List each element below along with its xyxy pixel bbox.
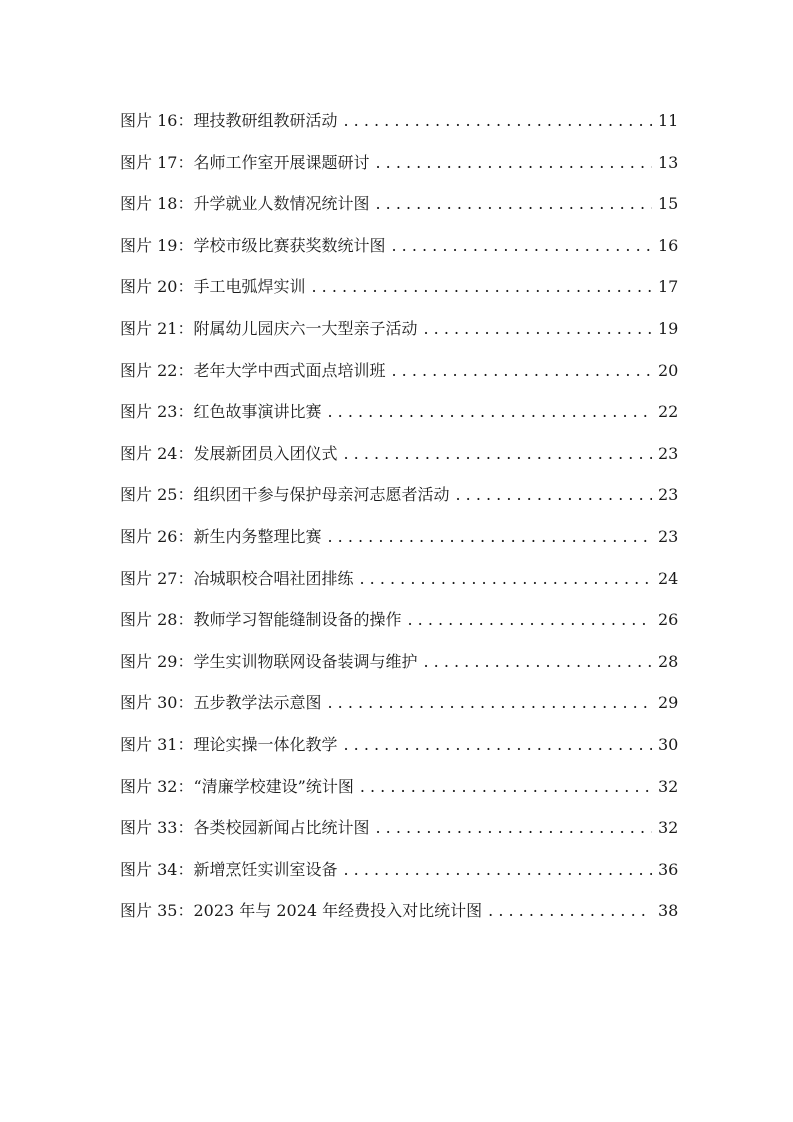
entry-title: 发展新团员入团仪式: [193, 443, 338, 463]
toc-entry[interactable]: [120, 350, 679, 392]
dot-leader: [455, 474, 652, 516]
entry-label: 图片 35：: [120, 901, 194, 921]
entry-title: 红色故事演讲比赛: [193, 402, 322, 422]
dot-leader: [327, 516, 652, 558]
entry-label: 图片 31：: [120, 734, 194, 754]
entry-label: 图片 18：: [120, 194, 194, 214]
entry-page-number: 38: [658, 901, 679, 921]
dot-leader: [407, 599, 652, 641]
entry-title: 新增烹饪实训室设备: [193, 859, 338, 879]
entry-title: 理技教研组教研活动: [193, 111, 338, 130]
entry-page-number: 20: [658, 360, 679, 380]
entry-page-number: 23: [658, 443, 679, 463]
dot-leader: [423, 641, 652, 683]
toc-entry[interactable]: [120, 724, 679, 766]
toc-entry[interactable]: [120, 641, 679, 683]
toc-entry[interactable]: [120, 890, 679, 932]
entry-page-number: 30: [658, 734, 679, 754]
entry-page-number: 36: [658, 859, 679, 879]
entry-title: 学生实训物联网设备装调与维护: [193, 651, 418, 671]
entry-label: 图片 20：: [120, 277, 194, 297]
entry-title: 2023 年与 2024 年经费投入对比统计图: [193, 901, 483, 921]
dot-leader: [343, 724, 652, 766]
entry-page-number: 23: [658, 526, 679, 546]
toc-entry[interactable]: [120, 682, 679, 724]
entry-label: 图片 27：: [120, 568, 194, 588]
toc-entry[interactable]: [120, 308, 679, 350]
entry-page-number: 26: [658, 610, 679, 630]
entry-label: 图片 29：: [120, 651, 194, 671]
figure-table-of-contents: [120, 100, 679, 932]
dot-leader: [488, 890, 652, 932]
toc-entry[interactable]: [120, 266, 679, 308]
entry-page-number: 17: [658, 277, 679, 297]
toc-entry[interactable]: [120, 474, 679, 516]
toc-entry[interactable]: [120, 142, 679, 184]
toc-entry[interactable]: [120, 766, 679, 808]
dot-leader: [359, 558, 652, 600]
entry-title: “清廉学校建设”统计图: [193, 776, 354, 796]
toc-entry[interactable]: [120, 225, 679, 267]
dot-leader: [391, 225, 652, 267]
dot-leader: [360, 766, 652, 808]
entry-title: 老年大学中西式面点培训班: [193, 360, 386, 380]
entry-title: 理论实操一体化教学: [193, 734, 338, 754]
entry-page-number: 22: [658, 402, 679, 422]
dot-leader: [375, 142, 652, 184]
entry-title: 教师学习智能缝制设备的操作: [193, 610, 402, 630]
entry-page-number: 24: [658, 568, 679, 588]
entry-page-number: 28: [658, 651, 679, 671]
entry-label: 图片 23：: [120, 402, 194, 422]
entry-title: 学校市级比赛获奖数统计图: [193, 235, 386, 255]
dot-leader: [311, 266, 652, 308]
toc-entry[interactable]: [120, 599, 679, 641]
entry-title: 冶城职校合唱社团排练: [193, 568, 354, 588]
entry-title: 新生内务整理比赛: [193, 526, 322, 546]
dot-leader: [391, 350, 652, 392]
entry-title: 附属幼儿园庆六一大型亲子活动: [193, 318, 418, 338]
entry-page-number: 32: [658, 776, 679, 796]
dot-leader: [343, 433, 652, 475]
entry-label: 图片 17：: [120, 152, 194, 172]
entry-page-number: 32: [658, 818, 679, 838]
dot-leader: [343, 100, 652, 142]
entry-label: 图片 22：: [120, 360, 194, 380]
dot-leader: [375, 807, 652, 849]
toc-entry[interactable]: [120, 183, 679, 225]
dot-leader: [423, 308, 652, 350]
entry-title: 各类校园新闻占比统计图: [193, 818, 370, 838]
entry-label: 图片 21：: [120, 318, 194, 338]
toc-entry[interactable]: [120, 391, 679, 433]
entry-title: 手工电弧焊实训: [193, 277, 306, 297]
dot-leader: [375, 183, 652, 225]
toc-entry[interactable]: [120, 100, 679, 142]
entry-page-number: 29: [658, 693, 679, 713]
entry-title: 名师工作室开展课题研讨: [193, 152, 370, 172]
entry-label: 图片 30：: [120, 693, 194, 713]
entry-label: 图片 26：: [120, 526, 194, 546]
toc-entry[interactable]: [120, 849, 679, 891]
entry-page-number: 19: [658, 318, 679, 338]
entry-label: 图片 33：: [120, 818, 194, 838]
entry-label: 图片 32：: [120, 776, 194, 796]
entry-label: 图片 28：: [120, 610, 194, 630]
entry-title: 五步教学法示意图: [193, 693, 322, 713]
entry-page-number: 15: [658, 194, 679, 214]
entry-title: 升学就业人数情况统计图: [193, 194, 370, 214]
dot-leader: [327, 391, 652, 433]
toc-entry[interactable]: [120, 433, 679, 475]
entry-page-number: 13: [658, 152, 679, 172]
entry-page-number: 23: [658, 485, 679, 505]
toc-entry[interactable]: [120, 516, 679, 558]
toc-entry[interactable]: [120, 807, 679, 849]
toc-entry[interactable]: [120, 558, 679, 600]
entry-label: 图片 16：: [120, 111, 194, 130]
entry-label: 图片 25：: [120, 485, 194, 505]
entry-title: 组织团干参与保护母亲河志愿者活动: [193, 485, 450, 505]
entry-label: 图片 19：: [120, 235, 194, 255]
entry-label: 图片 24：: [120, 443, 194, 463]
entry-label: 图片 34：: [120, 859, 194, 879]
entry-page-number: 16: [658, 235, 679, 255]
entry-page-number: 11: [658, 111, 679, 130]
dot-leader: [343, 849, 652, 891]
dot-leader: [327, 682, 652, 724]
